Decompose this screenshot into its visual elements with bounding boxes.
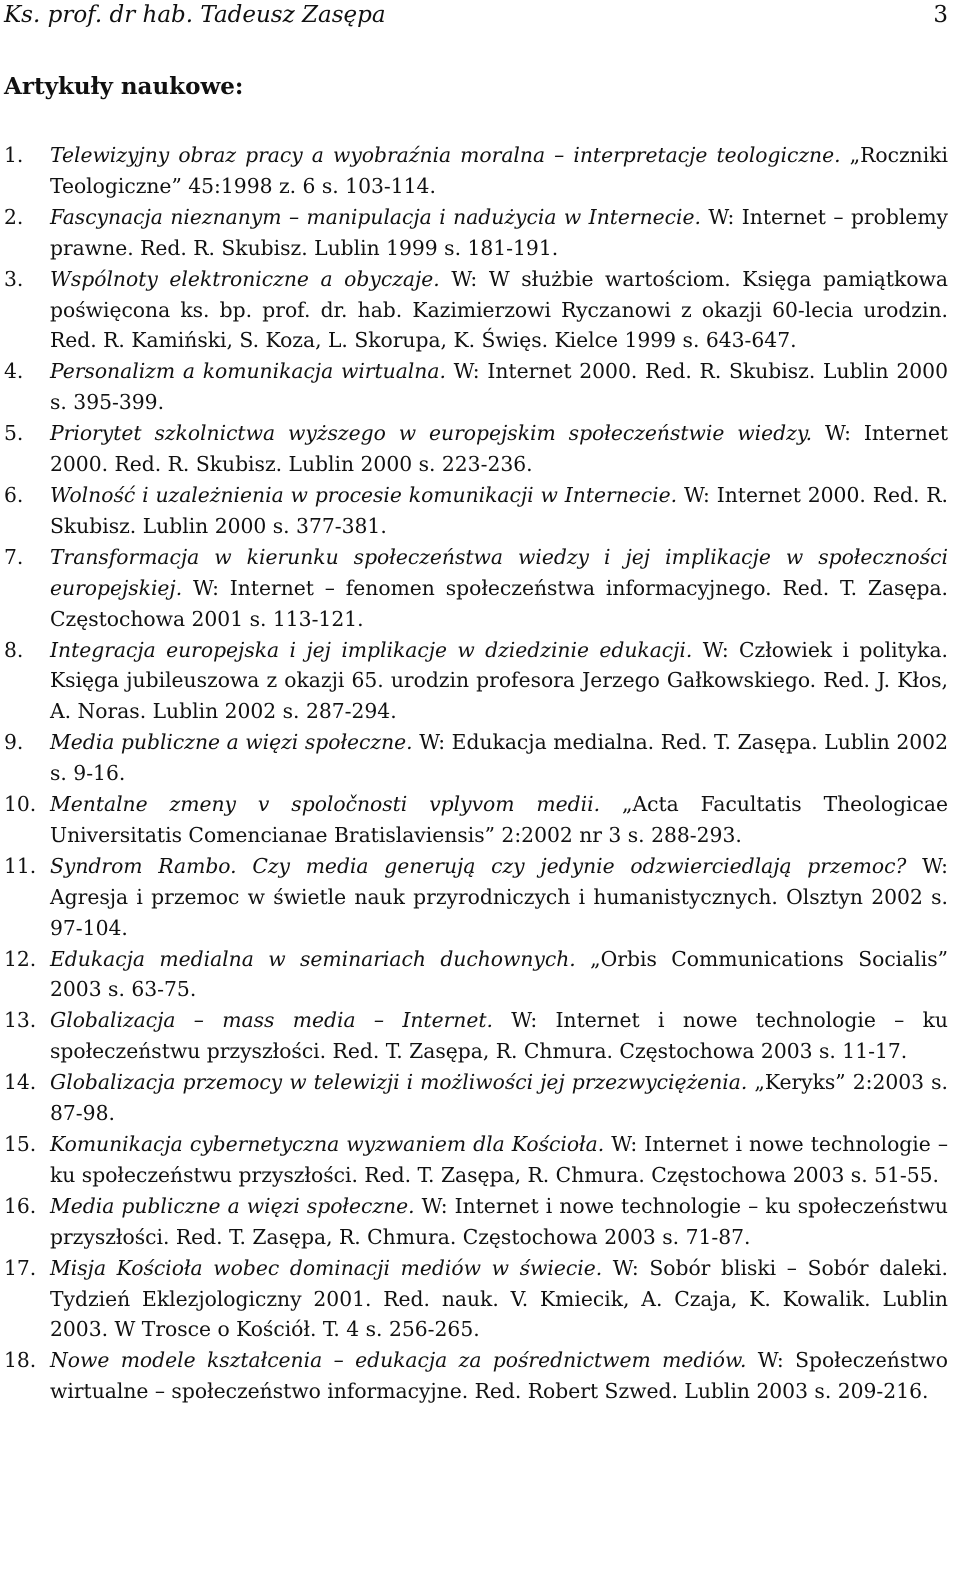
publication-number: 1.: [4, 143, 24, 167]
publication-title: Telewizyjny obraz pracy a wyobraźnia moralna – interpretacje teologiczne.: [50, 143, 841, 167]
page-number: 3: [933, 2, 948, 28]
publication-item: [4, 1005, 948, 1067]
publication-item: [4, 789, 948, 851]
publication-details: „Keryks” 2:2003 s. 87-98.: [50, 1070, 948, 1126]
publication-item: [4, 418, 948, 480]
publication-title: Media publiczne a więzi społeczne.: [50, 730, 413, 755]
publication-title: Mentalne zmeny v spoločnosti vplyvom medii.: [50, 792, 601, 817]
publication-details: W: Edukacja medialna. Red. T. Zasępa. Lublin 2002 s. 9-16.: [50, 730, 948, 786]
publication-item: [4, 1067, 948, 1129]
publication-title: Personalizm a komunikacja wirtualna.: [50, 359, 446, 384]
publication-title: Globalizacja przemocy w telewizji i możliwości jej przezwyciężenia.: [50, 1070, 748, 1095]
publication-item: [4, 264, 948, 357]
publication-details: W: Internet – fenomen społeczeństwa informacyjnego. Red. T. Zasępa. Częstochowa 2001 s. 113-121.: [50, 575, 948, 631]
publication-item: [4, 635, 948, 728]
header-title: Ks. prof. dr hab. Tadeusz Zasępa: [4, 2, 386, 28]
publication-number: 17.: [4, 1255, 37, 1280]
publication-number: 12.: [4, 946, 37, 971]
publication-number: 2.: [4, 204, 24, 229]
publication-item: [4, 1345, 948, 1407]
publication-title: Media publiczne a więzi społeczne.: [50, 1193, 415, 1218]
publication-number: 16.: [4, 1193, 37, 1218]
publication-title: Syndrom Rambo. Czy media generują czy jedynie odzwierciedlają przemoc?: [50, 853, 907, 878]
publication-list: [4, 140, 948, 1407]
publication-details: W: Człowiek i polityka. Księga jubileuszowa z okazji 65. urodzin profesora Jerzego Gałkowskiego. Red. J. Kłos, A. Noras. Lublin 2002 s. 287-294.: [50, 637, 948, 724]
publication-number: 4.: [4, 359, 24, 384]
publication-details: W: Agresja i przemoc w świetle nauk przyrodniczych i humanistycznych. Olsztyn 2002 s. 97-104.: [50, 853, 948, 940]
publication-title: Misja Kościoła wobec dominacji mediów w świecie.: [50, 1255, 603, 1280]
publication-details: „Acta Facultatis Theologicae Universitatis Comencianae Bratislaviensis” 2:2002 nr 3 s. 288-293.: [50, 792, 948, 847]
publication-number: 6.: [4, 482, 24, 507]
publication-item: [4, 944, 948, 1006]
publication-title: Transformacja w kierunku społeczeństwa wiedzy i jej implikacje w społeczności europejskiej.: [50, 544, 948, 600]
section-heading: Artykuły naukowe:: [4, 73, 244, 100]
publication-item: [4, 1191, 948, 1253]
publication-title: Integracja europejska i jej implikacje w dziedzinie edukacji.: [50, 637, 693, 662]
publication-item: [4, 542, 948, 635]
publication-details: W: Internet 2000. Red. R. Skubisz. Lublin 2000 s. 395-399.: [50, 359, 948, 415]
publication-details: W: Internet 2000. Red. R. Skubisz. Lublin 2000 s. 377-381.: [50, 482, 948, 538]
publication-title: Edukacja medialna w seminariach duchownych.: [50, 946, 576, 971]
publication-item: [4, 202, 948, 264]
publication-number: 18.: [4, 1348, 37, 1373]
publication-number: 8.: [4, 637, 24, 662]
publication-number: 11.: [4, 853, 37, 878]
publication-details: „Orbis Communications Socialis” 2003 s. 63-75.: [50, 946, 949, 1002]
publication-number: 7.: [4, 544, 24, 569]
publication-item: [4, 140, 948, 202]
publication-details: W: Internet i nowe technologie – ku społeczeństwu przyszłości. Red. T. Zasępa, R. Chmura. Częstochowa 2003 s. 71-87.: [50, 1193, 948, 1249]
publication-details: W: Internet i nowe technologie – ku społeczeństwu przyszłości. Red. T. Zasępa, R. Chmura. Częstochowa 2003 s. 11-17.: [50, 1008, 948, 1064]
running-header: [4, 0, 948, 32]
publication-details: W: Sobór bliski – Sobór daleki. Tydzień Eklezjologiczny 2001. Red. nauk. V. Kmiecik, A. Czaja, K. Kowalik. Lublin 2003. W Trosce o Kościół. T. 4 s. 256-265.: [50, 1255, 948, 1342]
publication-details: W: Internet 2000. Red. R. Skubisz. Lublin 2000 s. 223-236.: [50, 421, 948, 477]
publication-item: [4, 480, 948, 542]
publication-number: 3.: [4, 266, 24, 291]
publication-details: W: Internet – problemy prawne. Red. R. Skubisz. Lublin 1999 s. 181-191.: [50, 204, 949, 260]
publication-item: [4, 1253, 948, 1346]
publication-number: 14.: [4, 1070, 37, 1095]
publication-item: [4, 851, 948, 944]
publication-title: Globalizacja – mass media – Internet.: [50, 1008, 493, 1033]
publication-title: Wspólnoty elektroniczne a obyczaje.: [50, 266, 440, 291]
publication-title: Fascynacja nieznanym – manipulacja i nadużycia w Internecie.: [50, 204, 701, 229]
publication-number: 15.: [4, 1132, 37, 1156]
publication-title: Nowe modele kształcenia – edukacja za pośrednictwem mediów.: [50, 1348, 747, 1373]
publication-item: [4, 356, 948, 418]
publication-number: 9.: [4, 730, 24, 755]
publication-title: Wolność i uzależnienia w procesie komunikacji w Internecie.: [50, 482, 678, 507]
publication-title: Priorytet szkolnictwa wyższego w europejskim społeczeństwie wiedzy.: [50, 421, 813, 446]
publication-title: Komunikacja cybernetyczna wyzwaniem dla Kościoła.: [50, 1132, 605, 1156]
publication-number: 13.: [4, 1008, 37, 1033]
publication-item: [4, 1129, 948, 1191]
publication-details: W: Internet i nowe technologie – ku społeczeństwu przyszłości. Red. T. Zasępa, R. Chmura. Częstochowa 2003 s. 51-55.: [50, 1132, 948, 1187]
publication-details: W: Społeczeństwo wirtualne – społeczeństwo informacyjne. Red. Robert Szwed. Lublin 2003 s. 209-216.: [50, 1348, 948, 1404]
publication-item: [4, 727, 948, 789]
publication-details: „Roczniki Teologiczne” 45:1998 z. 6 s. 103-114.: [50, 143, 948, 198]
publication-number: 5.: [4, 421, 24, 446]
publication-details: W: W służbie wartościom. Księga pamiątkowa poświęcona ks. bp. prof. dr. hab. Kazimierzowi Ryczanowi z okazji 60-lecia urodzin. Red. R. Kamiński, S. Koza, L. Skorupa, K. Święs. Kielce 1999 s. 643-647.: [50, 266, 949, 353]
publication-number: 10.: [4, 792, 37, 817]
